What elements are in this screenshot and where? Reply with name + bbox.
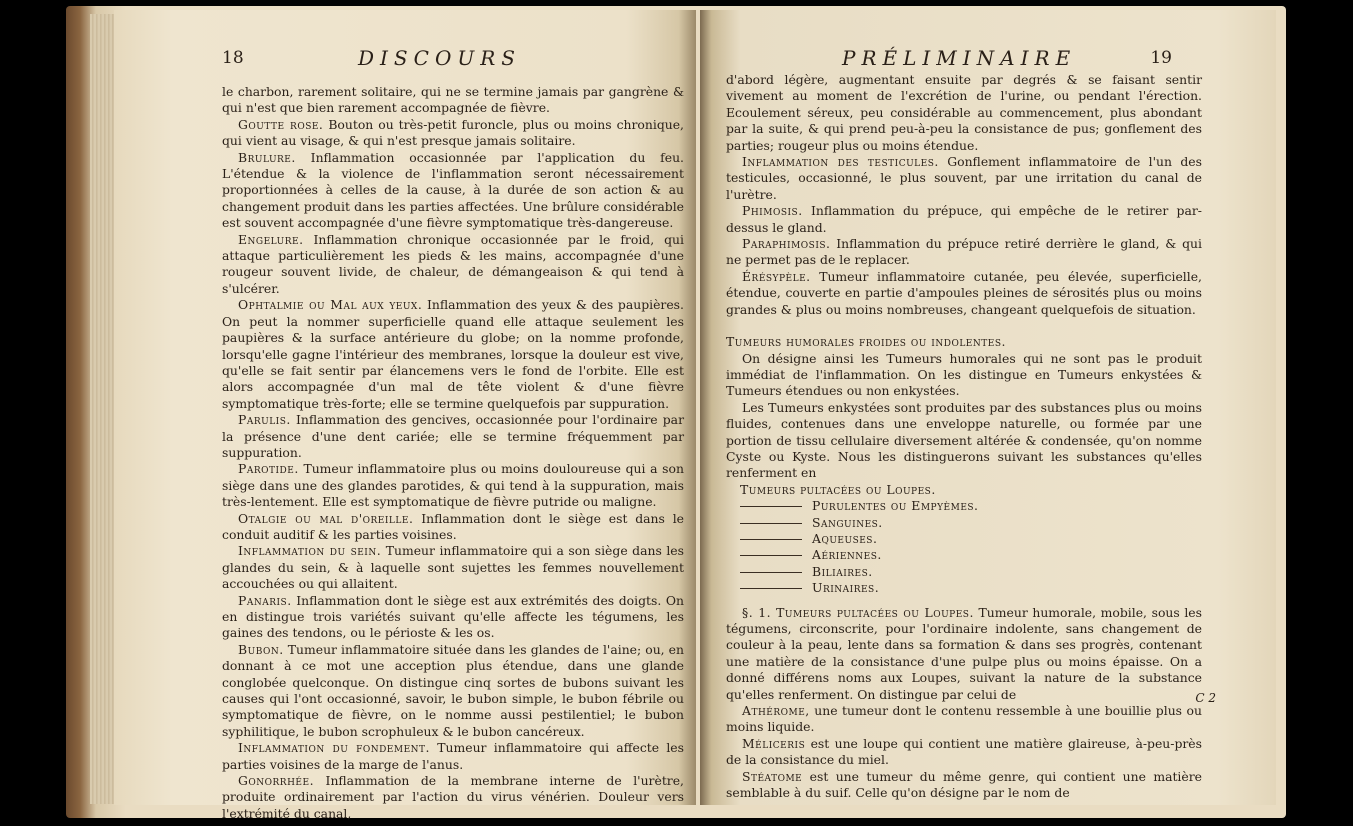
list-item-label: Purulentes ou Empyèmes. [812,498,979,514]
entry-term: Ophtalmie ou Mal aux yeux. [238,297,423,313]
dash-rule [740,506,802,507]
paragraph [726,154,1202,203]
entry-text: d'abord légère, augmentant ensuite par degrés & se faisant sentir vivement au moment de l'excrétion de l'urine, ou pendant l'érection. Ecoulement séreux, peu considérable au commencement, plus abondant par la suite, & qui prend peu-à-peu la consistance de pus; gonflement des parties; rougeur plus ou moins étendue. [726,72,1202,153]
list-item [726,580,1202,596]
dash-rule [740,588,802,589]
entry-term: Inflammation des testicules. [742,154,939,170]
entry-text: Bouton ou très-petit furoncle, plus ou moins chronique, qui vient au visage, & qui n'est presque jamais solitaire. [222,116,684,149]
entry-text: Inflammation du prépuce retiré derrière le gland, & qui ne permet pas de le replacer. [726,236,1202,268]
entry-text: Inflammation des yeux & des paupières. On peut la nommer superficielle quand elle attaque seulement les paupières & la surface antérieure du globe; on la nomme profonde, lorsqu'elle gagne l'intérieur des membranes, lorsque la douleur est vive, qu'elle se fait sentir par élancemens vers le fond de l'orbite. Elle est alors accompagnée d'un mal de tête violent & d'une fièvre symptomatique très-forte; elle se termine quelquefois par suppuration. [222,297,684,411]
entry-text: est une tumeur du même genre, qui contient une matière semblable à du suif. Celle qu'on désigne par le nom de [726,768,1202,801]
page-number: 18 [222,48,244,68]
dash-rule [740,523,802,524]
paragraph [222,412,684,461]
list-item-label: Sanguines. [812,514,883,530]
paragraph [726,203,1202,236]
paragraph [726,736,1202,769]
list-item [726,498,1202,514]
paragraph [222,461,684,510]
entry-term: Athérome, [742,703,810,719]
entry-term: Parulis. [238,412,291,428]
list-item-label: Aériennes. [812,547,882,563]
right-body-text [726,72,1202,801]
running-head: DISCOURS [358,46,521,70]
entry-term: §. 1. Tumeurs pultacées ou Loupes. [742,604,974,620]
paragraph [726,769,1202,802]
paragraph [222,232,684,298]
list-item-label: Biliaires. [812,563,873,579]
paragraph [222,511,684,544]
entry-text: Tumeur inflammatoire plus ou moins douloureuse qui a son siège dans une des glandes parotides, & qui tend à la suppuration, mais très-lentement. Elle est symptomatique de fièvre putride ou maligne. [222,461,684,510]
entry-term: Érésypèle. [742,268,811,284]
list-item [726,531,1202,547]
paragraph [222,773,684,822]
right-page [700,10,1276,805]
dash-rule [740,572,802,573]
entry-text: Gonflement inflammatoire de l'un des testicules, occasionné, le plus souvent, par une irritation du canal de l'urètre. [726,154,1202,202]
entry-text: Inflammation dont le siège est aux extrémités des doigts. On en distingue trois variétés suivant qu'elle affecte les tégumens, les gaines des tendons, ou le périoste & les os. [222,592,684,641]
list-intro: Tumeurs pultacées ou Loupes. [740,481,936,497]
entry-term: Brulure. [238,149,296,165]
entry-text: Inflammation des gencives, occasionnée pour l'ordinaire par la présence d'une dent cariée; elle se termine fréquemment par suppuration. [222,412,684,460]
page-edges [90,14,116,804]
left-page [114,10,696,821]
paragraph [726,269,1202,318]
paragraph [222,150,684,232]
entry-term: Inflammation du sein. [238,543,382,559]
dash-rule [740,555,802,556]
entry-text: Tumeur inflammatoire qui a son siège dans les glandes du sein, & à laquelle sont sujettes les femmes nouvellement accouchées ou qui allaitent. [222,543,684,592]
paragraph [222,297,684,412]
paragraph [222,84,684,117]
list-item-label: Aqueuses. [812,530,878,546]
paragraph [726,605,1202,703]
entry-term: Paraphimosis. [742,236,831,252]
entry-term: Inflammation du fondement. [238,740,430,756]
entry-text: Inflammation dont le siège est dans le conduit auditif & les parties voisines. [222,510,684,542]
entry-text: est une loupe qui contient une matière glaireuse, à-peu-près de la consistance du miel. [726,735,1202,768]
entry-text: Inflammation occasionnée par l'application du feu. L'étendue & la violence de l'inflammation seront nécessairement proportionnées à celles de la cause, à la durée de son action & au changement produit dans les parties affectées. Une brûlure considérable est souvent accompagnée d'une fièvre symptomatique très-dangereuse. [222,149,684,231]
entry-text: le charbon, rarement solitaire, qui ne se termine jamais par gangrène & qui n'est que bien rarement accompagnée de fièvre. [222,84,684,116]
catchword: C 2 [1195,691,1216,705]
entry-term: Gonorrhée. [238,773,315,789]
entry-text: Tumeur humorale, mobile, sous les tégumens, circonscrite, pour l'ordinaire indolente, sans changement de couleur à la peau, lente dans sa formation & dans ses progrès, contenant une matière de la consistance d'une pulpe plus ou moins épaisse. On a donné différens noms aux Loupes, suivant la nature de la substance qu'elles renferment. On distingue par celui de [726,604,1202,702]
paragraph [726,703,1202,736]
paragraph [222,543,684,592]
entry-term: Engelure. [238,231,304,247]
entry-text: une tumeur dont le contenu ressemble à une bouillie plus ou moins liquide. [726,703,1202,735]
list-item [726,564,1202,580]
entry-term: Parotide. [238,461,299,477]
entry-text: Inflammation du prépuce, qui empêche de le retirer par-dessus le gland. [726,203,1202,235]
entry-text: Tumeur inflammatoire située dans les glandes de l'aine; ou, en donnant à ce mot une acception plus étendue, dans une glande conglobée quelconque. On distingue cinq sortes de bubons suivant les causes qui l'ont occasionné, savoir, le bubon simple, le bubon fébrile ou symptomatique de fièvre, on le nomme aussi pestilentiel; le bubon syphilitique, le bubon scrophuleux & le bubon cancéreux. [222,641,684,739]
left-body-text [222,84,684,822]
entry-text: Tumeur inflammatoire qui affecte les parties voisines de la marge de l'anus. [222,740,684,772]
paragraph [222,117,684,150]
list-item [726,515,1202,531]
list-item-label: Urinaires. [812,580,880,596]
paragraph [726,400,1202,482]
entry-text: Tumeur inflammatoire cutanée, peu élevée, superficielle, étendue, couverte en partie d'ampoules pleines de sérosités plus ou moins grandes & plus ou moins nombreuses, changeant quelquefois de situation. [726,268,1202,317]
paragraph [726,72,1202,154]
entry-term: Méliceris [742,735,806,751]
paragraph [726,351,1202,400]
entry-term: Phimosis. [742,203,803,219]
running-head: PRÉLIMINAIRE [842,46,1077,70]
entry-text: Inflammation de la membrane interne de l'urètre, produite ordinairement par l'action du virus vénérien. Douleur vers l'extrémité du canal, [222,773,684,821]
entry-term: Stéatome [742,768,803,784]
paragraph [726,236,1202,269]
entry-term: Panaris. [238,592,292,608]
paragraph [222,740,684,773]
paragraph [222,642,684,740]
entry-term: Goutte rose. [238,116,324,132]
page-number: 19 [1150,48,1172,68]
entry-text: Les Tumeurs enkystées sont produites par des substances plus ou moins fluides, contenues dans une enveloppe naturelle, ou formée par une portion de tissu cellulaire diversement altérée & condensée, qu'on nomme Cyste ou Kyste. Nous les distinguerons suivant les substances qu'elles renferment en [726,399,1202,481]
list-item [726,547,1202,563]
entry-text: Inflammation chronique occasionnée par le froid, qui attaque particulièrement les pieds & les mains, accompagnée d'une rougeur souvent livide, de chaleur, de démangeaison & qui tend à s'ulcérer. [222,231,684,296]
entry-term: Otalgie ou mal d'oreille. [238,510,414,526]
paragraph [222,593,684,642]
dash-rule [740,539,802,540]
section-heading: Tumeurs humorales froides ou indolentes. [726,334,1006,350]
entry-term: Bubon. [238,641,284,657]
entry-text: On désigne ainsi les Tumeurs humorales qui ne sont pas le produit immédiat de l'inflammation. On les distingue en Tumeurs enkystées & Tumeurs étendues ou non enkystées. [726,350,1202,399]
